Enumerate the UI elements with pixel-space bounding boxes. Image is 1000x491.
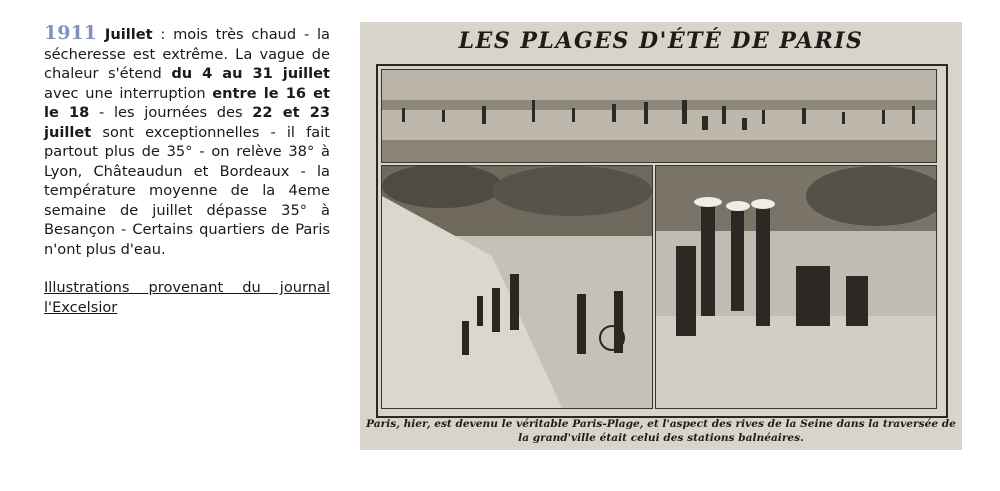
text-segment-2: avec une interruption — [44, 84, 213, 102]
article-text — [44, 24, 330, 317]
clipping-caption: Paris, hier, est devenu le véritable Paris-Plage, et l'aspect des rives de la Seine dans la traversée de la grand'ville était celui des stations balnéaires. — [366, 418, 956, 444]
clipping-title: LES PLAGES D'ÉTÉ DE PARIS — [458, 28, 864, 54]
interruption-bold: entre le 16 et le 18 — [44, 84, 330, 121]
month-label: Juillet — [104, 26, 153, 43]
text-segment-3: - les journées des — [89, 104, 253, 121]
photo-riverbank-walkers — [381, 165, 653, 409]
text-segment-1: : mois très chaud - la sécheresse est extrême. La vague de chaleur s'étend — [44, 26, 330, 82]
text-segment-4: sont exceptionnelles - il fait partout plus de 35° - on relève 38° à Lyon, Châteaudun et Bordeaux - la température moyenne de la 4eme semaine de juillet dépasse 35° à Besançon - Certains quartiers de Paris n'ont plus d'eau. — [44, 123, 330, 258]
date-range-bold: du 4 au 31 juillet — [171, 65, 330, 82]
photo-frame — [376, 64, 948, 418]
exceptional-days-bold: 22 et 23 juillet — [44, 104, 331, 141]
photo-children-in-water — [655, 165, 937, 409]
year-heading: 1911 — [44, 22, 97, 44]
newspaper-clipping — [360, 22, 962, 450]
photo-river-bathers — [381, 69, 937, 163]
illustrations-credit-link[interactable]: Illustrations provenant du journal l'Excelsior — [44, 279, 330, 316]
